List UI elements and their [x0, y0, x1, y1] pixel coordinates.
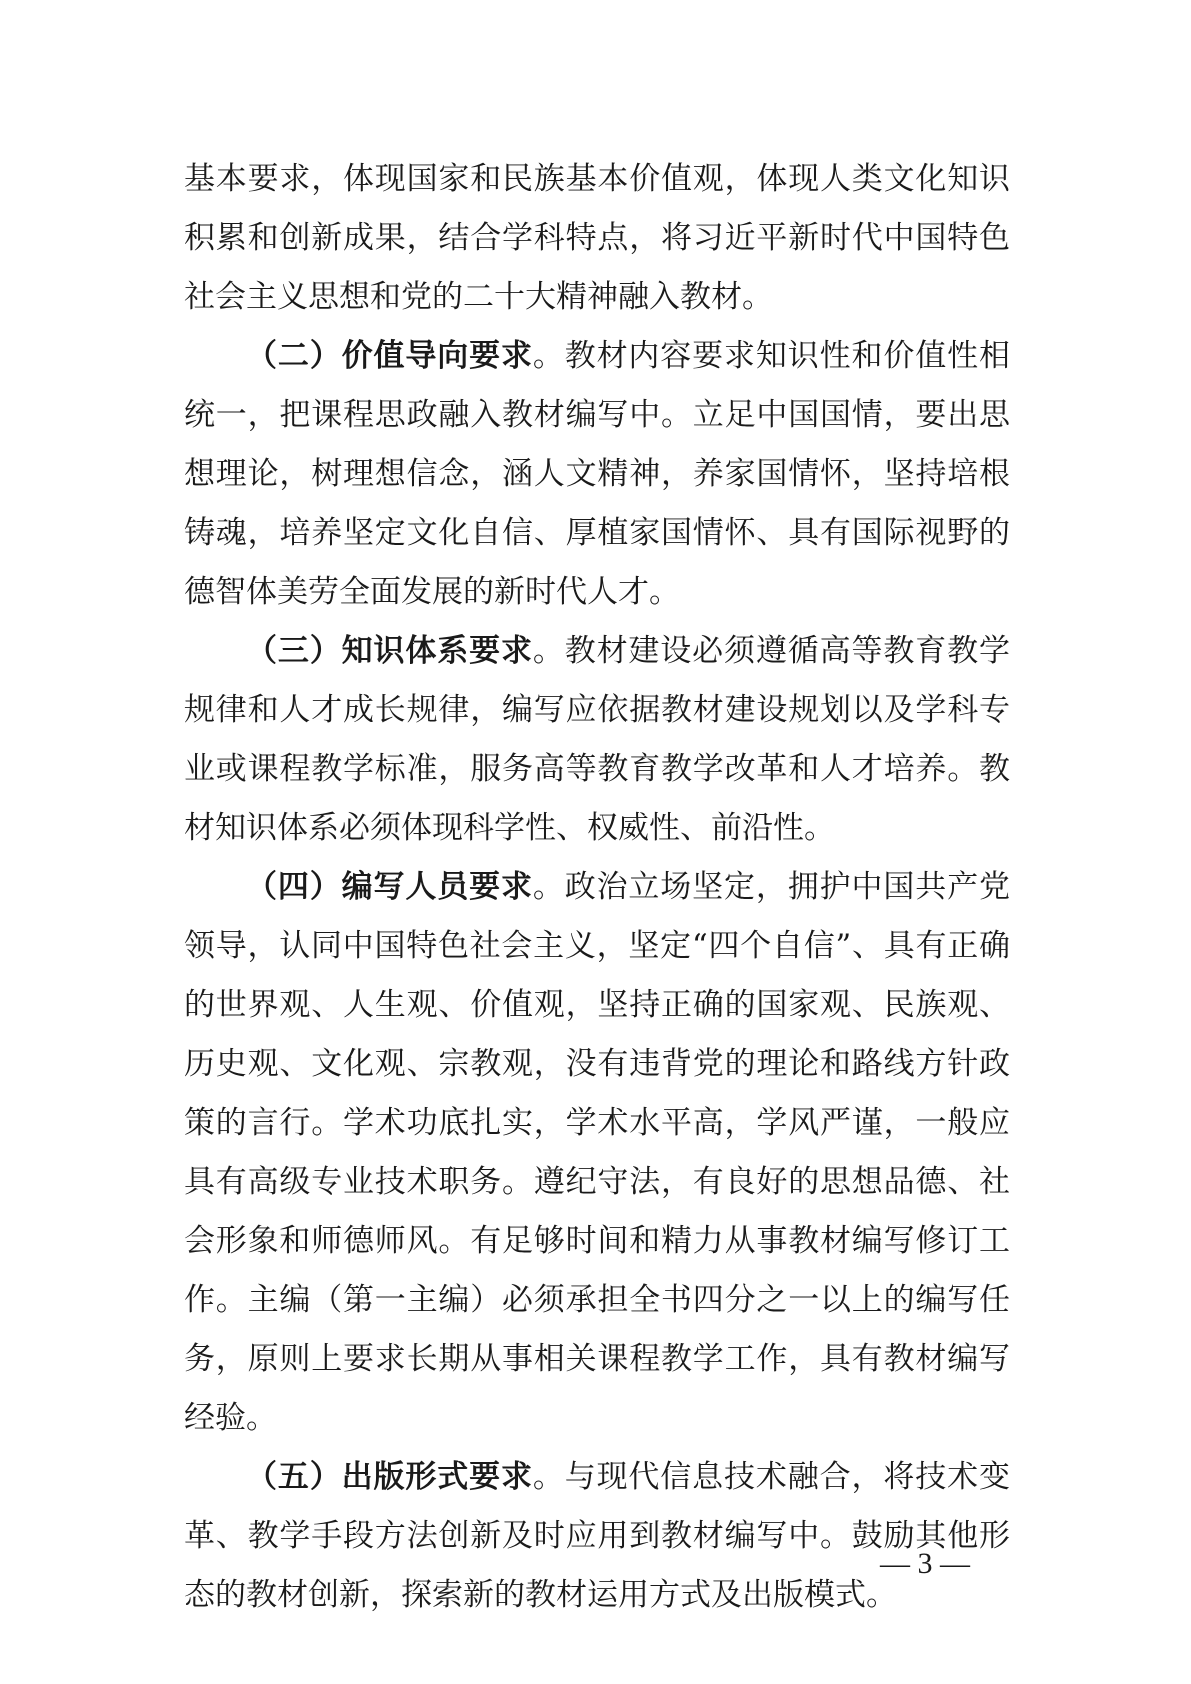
paragraph-continuation — [184, 150, 1010, 327]
paragraph-text: 。教材建设必须遵循高等教育教学规律和人才成长规律，编写应依据教材建设规划以及学科专业或课程教学标准，服务高等教育教学改革和人才培养。教材知识体系必须体现科学性、权威性、前沿性。 — [184, 633, 1011, 846]
section-heading: （二）价值导向要求 — [246, 338, 533, 374]
paragraph-text: 。教材内容要求知识性和价值性相统一，把课程思政融入教材编写中。立足中国国情，要出思想理论，树理想信念，涵人文精神，养家国情怀，坚持培根铸魂，培养坚定文化自信、厚植家国情怀、具有国际视野的德智体美劳全面发展的新时代人才。 — [184, 338, 1011, 610]
paragraph-text: 。与现代信息技术融合，将技术变革、教学手段方法创新及时应用到教材编写中。鼓励其他形态的教材创新，探索新的教材运用方式及出版模式。 — [184, 1459, 1011, 1613]
section-heading: （三）知识体系要求 — [246, 633, 533, 669]
paragraph-text: 基本要求，体现国家和民族基本价值观，体现人类文化知识积累和创新成果，结合学科特点，将习近平新时代中国特色社会主义思想和党的二十大精神融入教材。 — [184, 161, 1010, 315]
section-heading: （四）编写人员要求 — [246, 869, 533, 905]
paragraph-value-orientation — [184, 327, 1010, 622]
page-number: — 3 — — [880, 1547, 970, 1580]
body-text — [184, 150, 1010, 1625]
paragraph-text: 。政治立场坚定，拥护中国共产党领导，认同中国特色社会主义，坚定“四个自信”、具有正确的世界观、人生观、价值观，坚持正确的国家观、民族观、历史观、文化观、宗教观，没有违背党的理论和路线方针政策的言行。学术功底扎实，学术水平高，学风严谨，一般应具有高级专业技术职务。遵纪守法，有良好的思想品德、社会形象和师德师风。有足够时间和精力从事教材编写修订工作。主编（第一主编）必须承担全书四分之一以上的编写任务，原则上要求长期从事相关课程教学工作，具有教材编写经验。 — [184, 869, 1011, 1436]
paragraph-knowledge-system — [184, 622, 1010, 858]
paragraph-authors — [184, 858, 1010, 1448]
paragraph-publication-form — [184, 1448, 1010, 1625]
section-heading: （五）出版形式要求 — [246, 1459, 533, 1495]
